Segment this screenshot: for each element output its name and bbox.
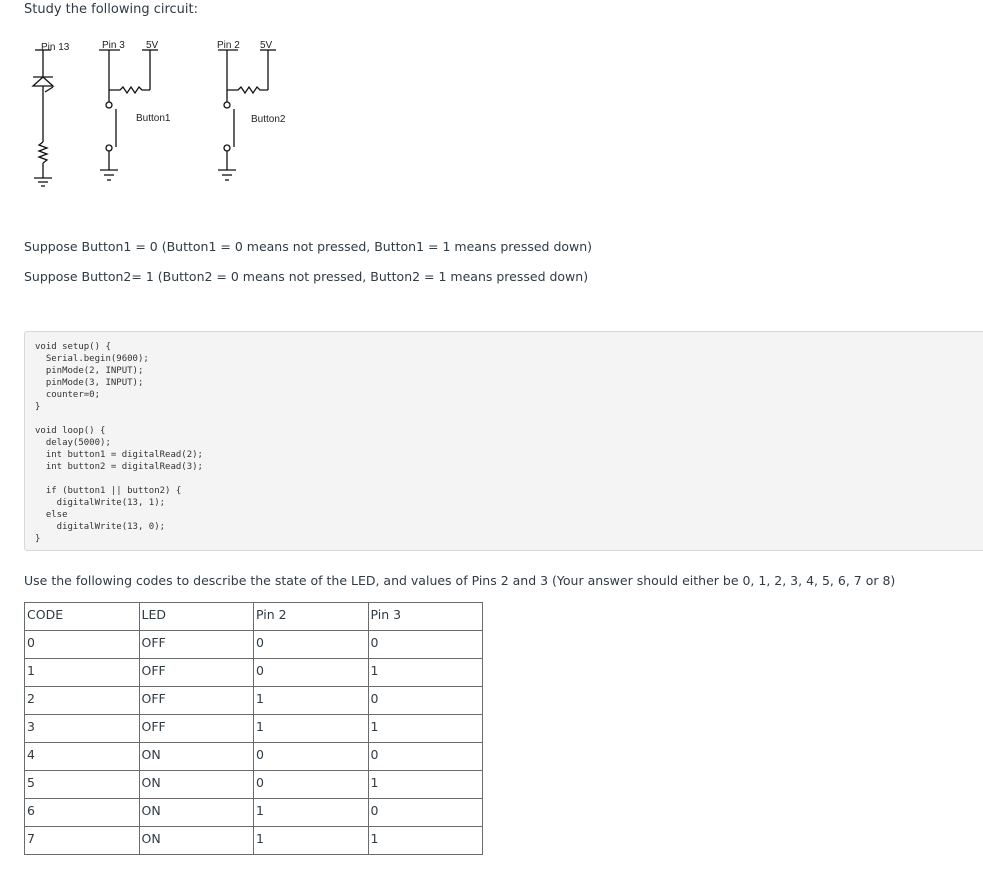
cell-pin2: 0 (254, 743, 369, 771)
cell-pin3: 1 (368, 827, 483, 855)
cell-pin2: 0 (254, 631, 369, 659)
codes-table (24, 602, 483, 855)
cell-led: OFF (139, 659, 254, 687)
cell-code: 4 (25, 743, 140, 771)
five-volt-label-2: 5V (260, 40, 273, 51)
table-row (25, 827, 483, 855)
cell-pin3: 0 (368, 631, 483, 659)
cell-pin2: 1 (254, 827, 369, 855)
button1-statement: Suppose Button1 = 0 (Button1 = 0 means not pressed, Button1 = 1 means pressed down) (24, 239, 593, 254)
cell-led: ON (139, 827, 254, 855)
cell-code: 6 (25, 799, 140, 827)
cell-pin2: 0 (254, 771, 369, 799)
pin2-label: Pin 2 (217, 40, 240, 51)
header-pin3: Pin 3 (368, 603, 483, 631)
pin13-label: Pin 13 (41, 42, 70, 53)
cell-code: 2 (25, 687, 140, 715)
cell-code: 1 (25, 659, 140, 687)
cell-led: ON (139, 771, 254, 799)
instruction-text: Use the following codes to describe the state of the LED, and values of Pins 2 and 3 (Your answer should either be 0, 1, 2, 3, 4, 5, 6, 7 or 8) (24, 573, 896, 588)
table-row (25, 687, 483, 715)
cell-led: OFF (139, 631, 254, 659)
cell-code: 3 (25, 715, 140, 743)
table-row (25, 631, 483, 659)
header-pin2: Pin 2 (254, 603, 369, 631)
cell-pin2: 1 (254, 715, 369, 743)
cell-pin3: 0 (368, 687, 483, 715)
cell-pin2: 1 (254, 687, 369, 715)
cell-pin3: 1 (368, 771, 483, 799)
cell-pin3: 1 (368, 715, 483, 743)
code-text: void setup() { Serial.begin(9600); pinMode(2, INPUT); pinMode(3, INPUT); counter=0; } void loop() { delay(5000); int button1 = digitalRead(2); int button2 = digitalRead(3); if (button1 || button2) { digitalWrite(13, 1); else digitalWrite(13, 0); } (35, 342, 203, 544)
button2-statement: Suppose Button2= 1 (Button2 = 0 means not pressed, Button2 = 1 means pressed down) (24, 269, 589, 284)
cell-led: ON (139, 743, 254, 771)
table-row (25, 715, 483, 743)
table-row (25, 799, 483, 827)
cell-pin2: 0 (254, 659, 369, 687)
table-row (25, 659, 483, 687)
cell-pin2: 1 (254, 799, 369, 827)
table-header-row (25, 603, 483, 631)
header-led: LED (139, 603, 254, 631)
button2-label: Button2 (251, 114, 286, 125)
header-code: CODE (25, 603, 140, 631)
pin3-label: Pin 3 (102, 40, 125, 51)
cell-pin3: 0 (368, 743, 483, 771)
circuit-diagram (20, 32, 320, 197)
intro-text: Study the following circuit: (24, 2, 199, 17)
cell-pin3: 1 (368, 659, 483, 687)
five-volt-label-1: 5V (146, 40, 159, 51)
cell-code: 0 (25, 631, 140, 659)
table-row (25, 743, 483, 771)
table-row (25, 771, 483, 799)
code-block (24, 331, 983, 551)
cell-pin3: 0 (368, 799, 483, 827)
cell-led: ON (139, 799, 254, 827)
button1-label: Button1 (136, 113, 171, 124)
cell-code: 7 (25, 827, 140, 855)
cell-led: OFF (139, 687, 254, 715)
cell-led: OFF (139, 715, 254, 743)
cell-code: 5 (25, 771, 140, 799)
